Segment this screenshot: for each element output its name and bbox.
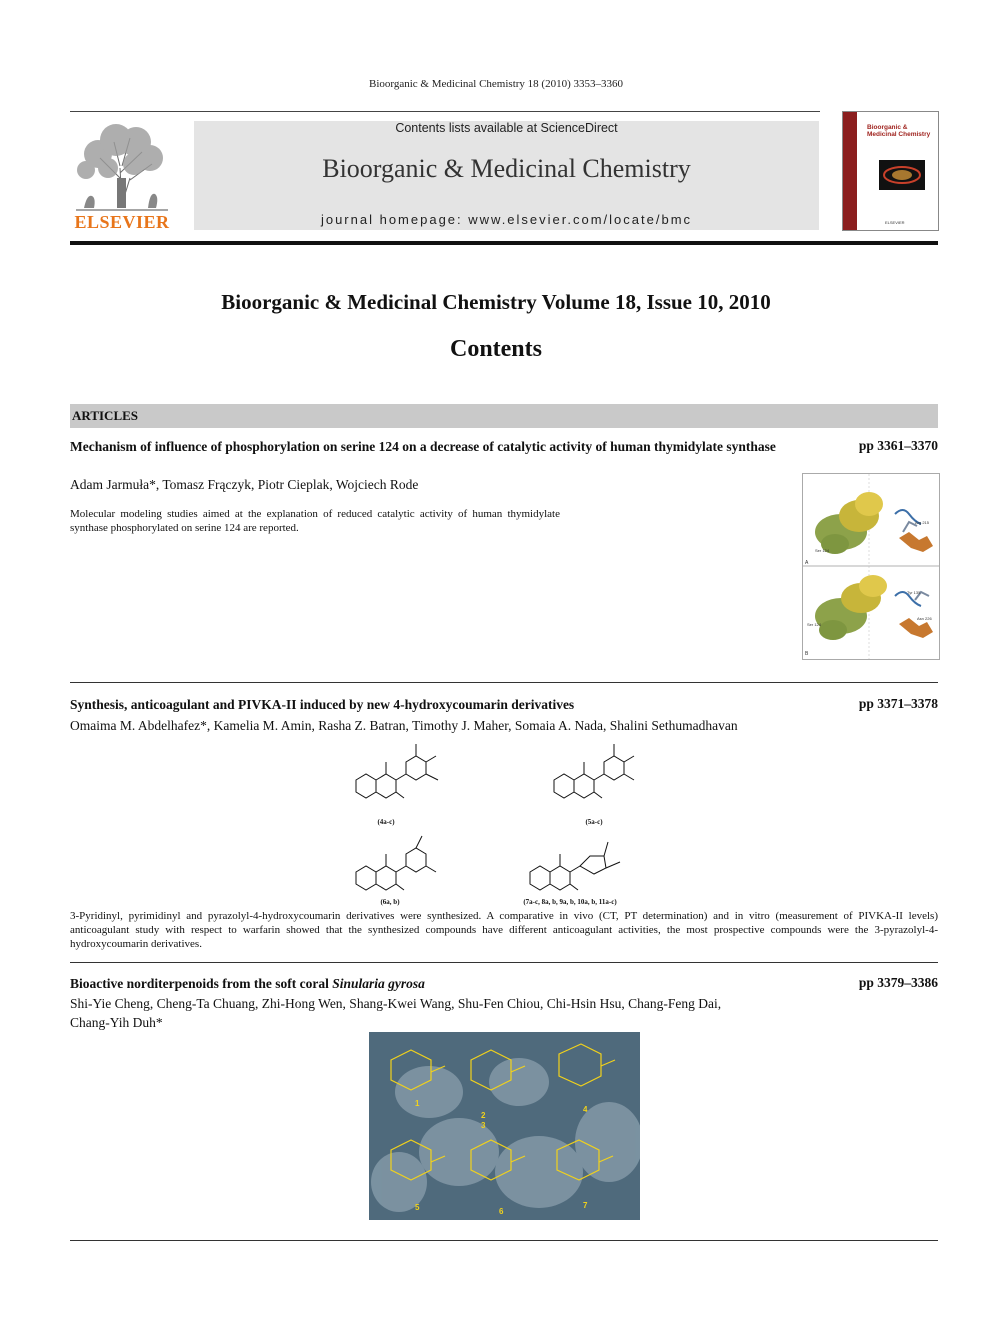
article-separator <box>70 962 938 963</box>
article-1-title[interactable]: Mechanism of influence of phosphorylation on serine 124 on a decrease of catalytic activity of human thymidylate synthase <box>70 439 776 454</box>
cover-image <box>879 160 925 190</box>
compound-number-6: 6 <box>499 1207 504 1216</box>
article-3-authors-line-1: Shi-Yie Cheng, Cheng-Ta Chuang, Zhi-Hong Wen, Shang-Kwei Wang, Shu-Fen Chiou, Chi-Hsin Hsu, Chang-Feng Dai, <box>70 996 722 1011</box>
article-3-graphical-abstract[interactable] <box>369 1032 640 1220</box>
section-bar <box>70 404 938 428</box>
article-3-title[interactable] <box>70 975 830 992</box>
cover-title: Bioorganic & Medicinal Chemistry <box>867 124 931 138</box>
compound-label-4a: (4a-c) <box>377 818 395 826</box>
elsevier-wordmark: ELSEVIER <box>74 212 170 232</box>
compound-number-2: 2 <box>481 1111 486 1120</box>
gfx1-label-b: B <box>805 651 809 657</box>
article-separator <box>70 1240 938 1241</box>
article-2-authors: Omaima M. Abdelhafez*, Kamelia M. Amin, Rasha Z. Batran, Timothy J. Maher, Somaia A. Nada, Shalini Sethumadhavan <box>70 718 738 733</box>
compound-label-6a: (6a, b) <box>380 898 400 906</box>
header-rule <box>70 111 820 112</box>
compound-number-5: 5 <box>415 1203 420 1212</box>
gfx1-label-asn: Asn 226 <box>917 616 932 621</box>
contents-heading: Contents <box>449 336 542 362</box>
issue-title: Bioorganic & Medicinal Chemistry Volume 18, Issue 10, 2010 <box>221 290 771 314</box>
article-1-abstract: Molecular modeling studies aimed at the explanation of reduced catalytic activity of human thymidylate synthase phosphorylated on serine 124 are reported. <box>70 508 560 534</box>
compound-number-1: 1 <box>415 1099 420 1108</box>
gfx1-label-tyr: Tyr 135 <box>907 590 921 595</box>
cover-molecule-graphic <box>879 160 925 190</box>
journal-name: Bioorganic & Medicinal Chemistry <box>322 154 691 183</box>
article-2-pages: pp 3371–3378 <box>858 696 938 711</box>
article-1-pages: pp 3361–3370 <box>858 438 938 453</box>
article-separator <box>70 682 938 683</box>
section-label: ARTICLES <box>72 408 139 423</box>
cover-side-band <box>843 112 857 230</box>
coral-norditerpenoid-graphic <box>369 1032 640 1220</box>
gfx1-label-a: A <box>805 560 809 566</box>
compound-label-5a: (5a-c) <box>585 818 603 826</box>
article-3-title-plain: Bioactive norditerpenoids from the soft coral <box>70 976 333 991</box>
coumarin-structures-graphic <box>340 732 660 906</box>
gfx1-label-ser-a: Ser 124 <box>815 548 830 553</box>
protein-surface-graphic <box>803 474 939 659</box>
article-1-authors: Adam Jarmuła*, Tomasz Frączyk, Piotr Cieplak, Wojciech Rode <box>70 477 419 492</box>
journal-citation: Bioorganic & Medicinal Chemistry 18 (2010) 3353–3360 <box>369 78 623 90</box>
contents-available-link[interactable]: Contents lists available at ScienceDirect <box>395 121 618 135</box>
compound-label-7a: (7a-c, 8a, b, 9a, b, 10a, b, 11a-c) <box>523 898 617 906</box>
article-2-abstract: 3-Pyridinyl, pyrimidinyl and pyrazolyl-4-hydroxycoumarin derivatives were synthesized. A comparative in vivo (CT, PT determination) and in vitro (measurement of PIVKA-II levels) anticoagulant study with respect to warfarin showed that the synthesized compounds have different anticoagulant activities, the most prospective compounds were the 3-pyrazolyl-4-hydroxycoumarin derivatives. <box>70 910 938 950</box>
journal-homepage-link[interactable]: journal homepage: www.elsevier.com/locate/bmc <box>320 212 693 227</box>
article-3-pages: pp 3379–3386 <box>858 975 938 990</box>
compound-number-3: 3 <box>481 1121 486 1130</box>
article-2-title[interactable]: Synthesis, anticoagulant and PIVKA-II induced by new 4-hydroxycoumarin derivatives <box>70 697 575 712</box>
compound-number-7: 7 <box>583 1201 588 1210</box>
article-3-title-species: Sinularia gyrosa <box>332 976 425 991</box>
header-thick-rule <box>70 241 938 245</box>
compound-number-4: 4 <box>583 1105 588 1114</box>
article-3-authors-line-2: Chang-Yih Duh* <box>70 1015 163 1030</box>
article-2-chemical-structures[interactable] <box>340 732 660 906</box>
journal-cover-thumbnail[interactable] <box>842 111 939 231</box>
gfx1-label-arg: Arg 215 <box>915 520 930 525</box>
article-1-graphical-abstract[interactable] <box>802 473 940 660</box>
gfx1-label-ser-b: Ser 124 <box>807 622 822 627</box>
cover-publisher: ELSEVIER <box>885 220 905 225</box>
